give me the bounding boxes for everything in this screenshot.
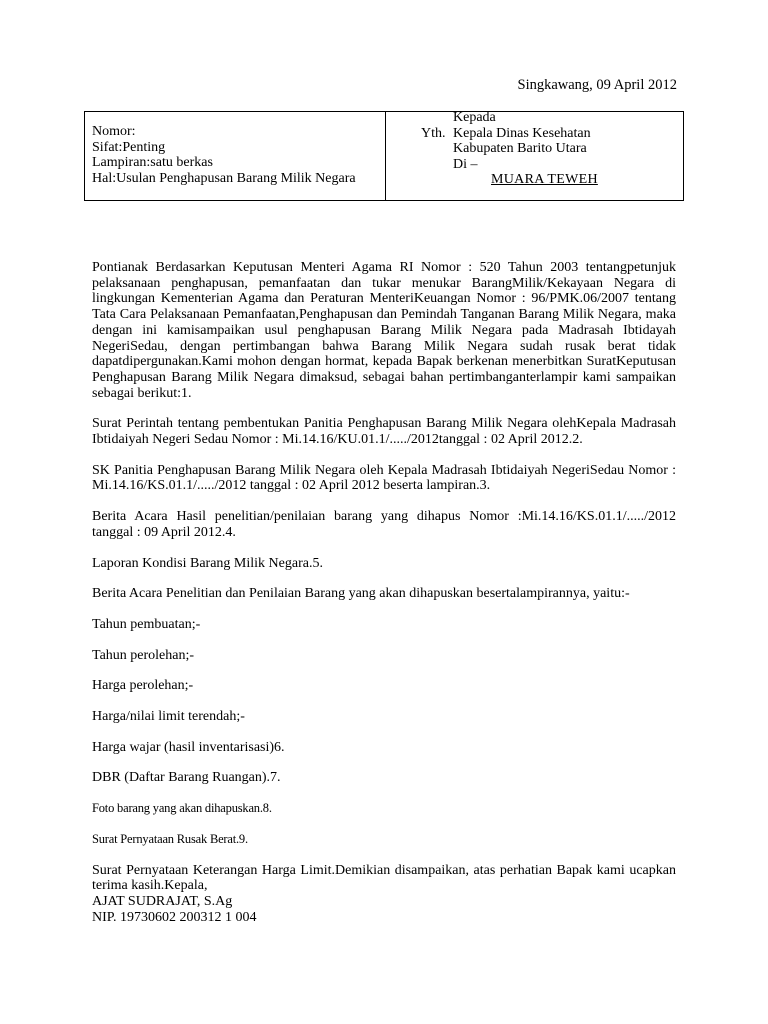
header-divider (385, 112, 386, 200)
paragraph-item-1: Surat Perintah tentang pembentukan Panitia Penghapusan Barang Milik Negara olehKepala Madrasah Ibtidaiyah Negeri Sedau Nomor : Mi.14.16/KU.01.1/...../2012tanggal : 02 April 2012.2. (92, 416, 676, 448)
list-line-harga-limit: Harga/nilai limit terendah;- (92, 709, 245, 725)
letter-body (92, 260, 676, 925)
list-line-harga-perolehan: Harga perolehan;- (92, 678, 194, 694)
paragraph-item-2: SK Panitia Penghapusan Barang Milik Negara oleh Kepala Madrasah Ibtidaiyah NegeriSedau Nomor : Mi.14.16/KS.01.1/...../2012 tanggal : 02 April 2012 beserta lampiran.3. (92, 462, 676, 494)
hal-line: Hal:Usulan Penghapusan Barang Milik Negara (92, 170, 356, 186)
signer-nip: NIP. 19730602 200312 1 004 (92, 909, 257, 925)
signer-name: AJAT SUDRAJAT, S.Ag (92, 893, 233, 909)
list-line-foto: Foto barang yang akan dihapuskan.8. (92, 801, 272, 816)
yth-label: Yth. (421, 125, 446, 141)
letter-meta (92, 124, 356, 186)
list-line-dbr: DBR (Daftar Barang Ruangan).7. (92, 770, 281, 786)
list-line-tahun-pembuatan: Tahun pembuatan;- (92, 616, 201, 632)
paragraph-closing: Surat Pernyataan Keterangan Harga Limit.Demikian disampaikan, atas perhatian Bapak kami ucapkan terima kasih.Kepala, (92, 862, 676, 894)
recipient-block (391, 110, 598, 188)
paragraph-item-4: Laporan Kondisi Barang Milik Negara.5. (92, 555, 323, 571)
paragraph-item-3: Berita Acara Hasil penelitian/penilaian barang yang dihapus Nomor :Mi.14.16/KS.01.1/...../2012 tanggal : 09 April 2012.4. (92, 509, 676, 540)
lampiran-line: Lampiran:satu berkas (92, 155, 213, 171)
di-line: Di – (453, 156, 478, 172)
nomor-line: Nomor: (92, 124, 136, 139)
paragraph-intro: Pontianak Berdasarkan Keputusan Menteri Agama RI Nomor : 520 Tahun 2003 tentangpetunjuk pelaksanaan penghapusan, pemanfaatan dan tukar menukar BarangMilik/Kekayaan Negara di lingkungan Kementerian Agama dan Peraturan MenteriKeuangan Nomor : 96/PMK.06/2007 tentang Tata Cara Pelaksanaan Pemanfaatan,Penghapusan dan Pemindah Tanganan Barang Milik Negara, maka dengan ini kamisampaikan usul penghapusan Barang Milik Negara pada Madrasah Ibtidayah NegeriSedau, dengan pertimbangan bahwa Barang Milik Negara sudah rusak berat tidak dapatdipergunakan.Kami mohon dengan hormat, kepada Bapak berkenan menerbitkan SuratKeputusan Penghapusan Barang Milik Negara dimaksud, sebagai bahan pertimbanganterlampir kami sampaikan sebagai berikut:1. (92, 260, 676, 401)
sifat-line: Sifat:Penting (92, 139, 166, 155)
list-line-tahun-perolehan: Tahun perolehan;- (92, 647, 195, 663)
recipient-line-1 (391, 126, 598, 142)
paragraph-item-5: Berita Acara Penelitian dan Penilaian Barang yang akan dihapuskan besertalampirannya, yaitu:- (92, 586, 630, 602)
recipient-name: Kepala Dinas Kesehatan (453, 125, 591, 141)
list-line-rusak-berat: Surat Pernyataan Rusak Berat.9. (92, 831, 248, 846)
list-line-harga-wajar: Harga wajar (hasil inventarisasi)6. (92, 739, 285, 755)
dateline: Singkawang, 09 April 2012 (517, 77, 677, 93)
kepada-line: Kepada (453, 110, 496, 125)
recipient-city: MUARA TEWEH (491, 172, 598, 188)
recipient-line-2: Kabupaten Barito Utara (453, 141, 587, 157)
letter-header-box (84, 111, 684, 201)
